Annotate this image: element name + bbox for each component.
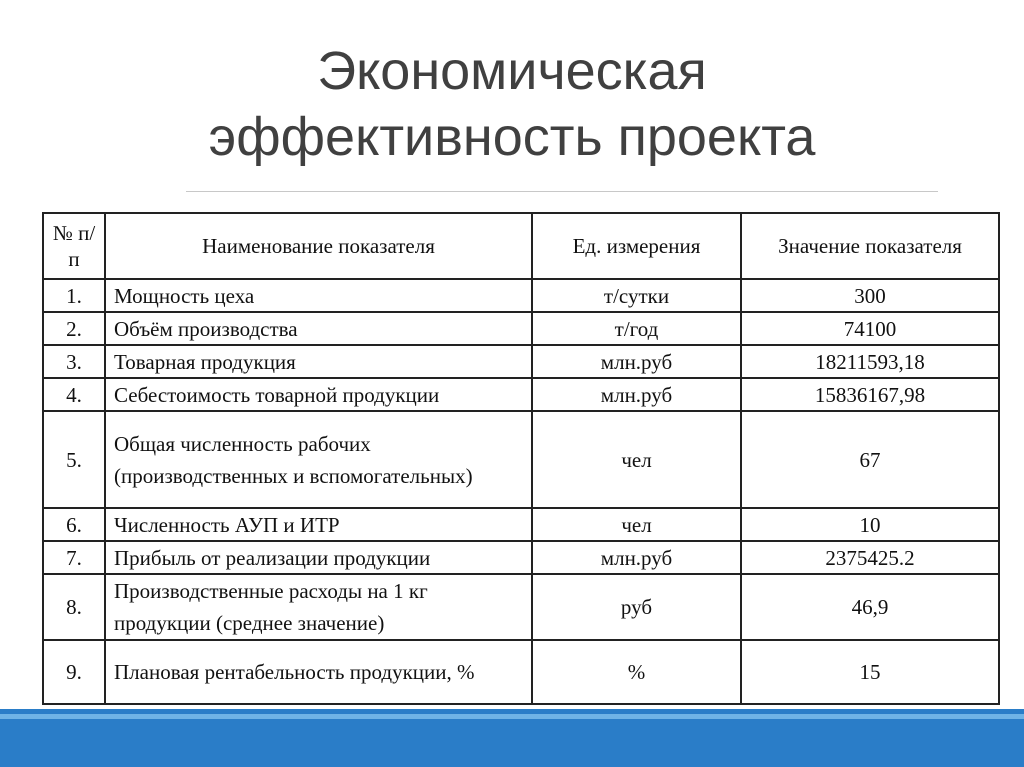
- slide-title: [0, 38, 1024, 170]
- footer-band: [0, 709, 1024, 767]
- row-num: 6.: [43, 508, 105, 541]
- row-num: 9.: [43, 640, 105, 704]
- indicators-table: [42, 212, 1000, 705]
- row-num: 8.: [43, 574, 105, 640]
- table-header-row: [43, 213, 999, 279]
- row-unit: млн.руб: [532, 345, 741, 378]
- row-num: 5.: [43, 411, 105, 508]
- row-name: Прибыль от реализации продукции: [105, 541, 532, 574]
- table-row: [43, 541, 999, 574]
- table-row: [43, 508, 999, 541]
- row-value: 74100: [741, 312, 999, 345]
- row-value: 67: [741, 411, 999, 508]
- row-unit: т/год: [532, 312, 741, 345]
- row-name: Себестоимость товарной продукции: [105, 378, 532, 411]
- row-name: Производственные расходы на 1 кг продукции (среднее значение): [105, 574, 532, 640]
- row-name: Товарная продукция: [105, 345, 532, 378]
- row-num: 3.: [43, 345, 105, 378]
- header-value: Значение показателя: [741, 213, 999, 279]
- row-name: Численность АУП и ИТР: [105, 508, 532, 541]
- table-row: [43, 378, 999, 411]
- row-value: 10: [741, 508, 999, 541]
- row-num: 1.: [43, 279, 105, 312]
- row-unit: млн.руб: [532, 541, 741, 574]
- row-unit: чел: [532, 411, 741, 508]
- table-row: [43, 312, 999, 345]
- row-name: Плановая рентабельность продукции, %: [105, 640, 532, 704]
- table-row: [43, 279, 999, 312]
- row-value: 2375425.2: [741, 541, 999, 574]
- header-num: № п/п: [43, 213, 105, 279]
- header-unit: Ед. измерения: [532, 213, 741, 279]
- row-num: 2.: [43, 312, 105, 345]
- row-value: 15836167,98: [741, 378, 999, 411]
- row-value: 15: [741, 640, 999, 704]
- slide-title-line-2: эффективность проекта: [208, 107, 816, 167]
- slide-title-line-1: Экономическая: [317, 41, 707, 101]
- table-row: [43, 574, 999, 640]
- row-unit: руб: [532, 574, 741, 640]
- row-value: 300: [741, 279, 999, 312]
- row-value: 18211593,18: [741, 345, 999, 378]
- table-row: [43, 345, 999, 378]
- row-name: Объём производства: [105, 312, 532, 345]
- footer-stripe: [0, 714, 1024, 719]
- title-divider: [186, 191, 938, 192]
- row-unit: млн.руб: [532, 378, 741, 411]
- header-name: Наименование показателя: [105, 213, 532, 279]
- row-num: 7.: [43, 541, 105, 574]
- row-value: 46,9: [741, 574, 999, 640]
- row-name: Общая численность рабочих (производственных и вспомогательных): [105, 411, 532, 508]
- row-num: 4.: [43, 378, 105, 411]
- row-unit: %: [532, 640, 741, 704]
- row-name: Мощность цеха: [105, 279, 532, 312]
- table-row: [43, 411, 999, 508]
- table-row: [43, 640, 999, 704]
- row-unit: чел: [532, 508, 741, 541]
- row-unit: т/сутки: [532, 279, 741, 312]
